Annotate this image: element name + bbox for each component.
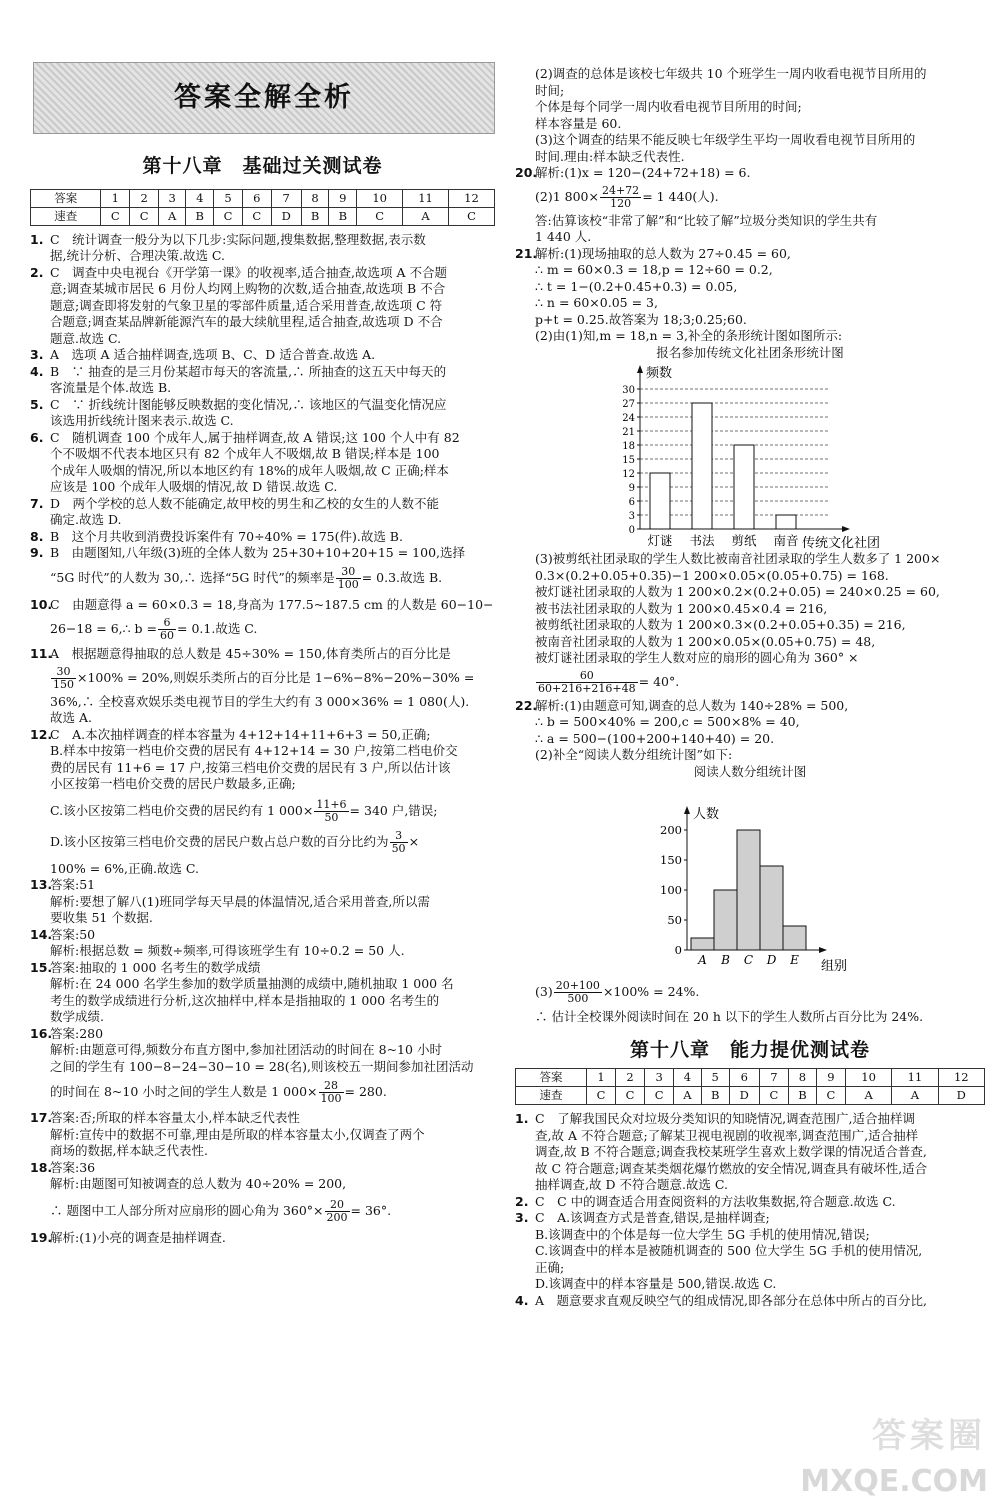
text-line: D 两个学校的总人数不能确定,故甲校的男生和乙校的女生的人数不能 [50,495,439,511]
bar-剪纸 [734,445,754,529]
item-number: 4. [515,1292,529,1308]
text-line: C C 中的调查适合用查阅资料的方法收集数据,符合题意.故选 C. [535,1193,896,1209]
y-axis-arrow [637,365,643,373]
fraction-denominator: 150 [53,677,74,691]
solution-item [30,1110,495,1160]
q21-part3 [515,551,985,695]
item-number: 15. [30,959,53,975]
text-line: 正确; [535,1259,565,1275]
solution-item [515,698,985,764]
category-label: B [721,953,730,967]
solution-item [515,246,985,345]
text-line: C A.本次抽样调查的样本容量为 4+12+14+11+6+3 = 50,正确; [50,726,431,742]
q22 [515,698,985,764]
fraction-denominator: 200 [326,1210,348,1224]
table-answer-cell: C [130,207,159,225]
solution-item [30,927,495,960]
item-number: 6. [30,429,44,445]
category-label: E [790,953,799,967]
y-tick-label: 30 [622,385,635,396]
y-axis-label: 频数 [646,366,673,381]
text-line: 解析:(1)小亮的调查是抽样调查. [50,1229,226,1245]
item-number: 3. [515,1210,529,1225]
text-line: 答案:50 [50,926,96,942]
table-header-cell: 8 [301,189,329,207]
fraction-numerator: 60 [536,670,638,683]
text-line: B 由题图知,八年级(3)班的全体人数为 25+30+10+20+15 = 100,选择 [50,545,466,560]
bar-D [760,866,783,950]
table-header-cell: 7 [271,189,301,207]
basic-solutions [30,232,495,1247]
fraction [314,799,348,824]
formula-line: (3) $\frac{20+100}{500}$ ×100% = 24%. [535,979,700,1005]
y-axis-arrow [684,806,690,814]
item-number: 18. [30,1159,53,1175]
text-line: 题意;调查即将发射的气象卫星的零部件质量,适合采用普查,故选项 C 符 [50,297,443,313]
text-line: B.该调查中的个体是每一位大学生 5G 手机的使用情况,错误; [535,1226,870,1242]
table-header-cell: 10 [845,1069,891,1087]
text-line: ∴ 估计全校课外阅读时间在 20 h 以下的学生人数所占百分比为 24%. [535,1009,924,1024]
q22-part3 [515,980,985,1026]
text-line: 个不吸烟不代表本地区只有 82 个成年人不吸烟,故 B 错误;样本是 100 [50,446,440,461]
fraction [536,670,638,695]
text-line: (2)补全“阅读人数分组统计图”如下: [535,747,733,762]
item-number: 2. [515,1193,529,1209]
text-line: 被灯谜社团录取的人数为 1 200×0.2×(0.2+0.05) = 240×0.25 = 60, [535,584,940,599]
y-tick-label: 6 [628,497,635,508]
table-header-cell: 1 [587,1069,616,1087]
table-header-cell: 6 [242,189,271,207]
bar-书法 [692,403,712,529]
text-line: 解析:(1)x = 120−(24+72+18) = 6. [535,165,751,180]
table-answer-cell: C [242,207,271,225]
solution-item [515,1210,985,1293]
item-number: 10. [30,596,53,612]
chart1-title: 报名参加传统文化社团条形统计图 [656,344,844,360]
left-column [30,155,495,1246]
advanced-solutions [515,1111,985,1309]
right-column [515,66,985,1309]
fraction [51,666,76,691]
text-line: 1 440 人. [535,229,592,244]
bar-A [691,938,714,950]
item-number: 14. [30,926,53,942]
text-line: 解析:(1)现场抽取的总人数为 27÷0.45 = 60, [535,245,791,261]
text-line: 调查,故 B 不符合题意;调查我校某班学生喜欢上数学课的情况适合普查, [535,1144,927,1159]
table-header-cell: 2 [130,189,159,207]
text-line: 个成年人吸烟的情况,所以本地区约有 18%的成年人吸烟,故 C 正确;样本 [50,462,449,478]
table-answer-cell: A [674,1087,702,1105]
table-header-cell: 3 [645,1069,674,1087]
y-tick-label: 0 [628,525,635,536]
formula-line: D.该小区按第三档电价交费的居民户数占总户数的百分比约为 $\frac{3}{50}$ × [50,828,420,855]
text-line: A 题意要求直观反映空气的组成情况,即各部分在总体中所占的百分比, [535,1292,927,1308]
category-label: 书法 [689,533,715,548]
section-title-basic: 第十八章 基础过关测试卷 [142,155,383,177]
text-line: C.该调查中的样本是被随机调查的 500 位大学生 5G 手机的使用情况, [535,1243,923,1258]
table-header-cell: 5 [214,189,243,207]
text-line: 解析:(1)由题意可知,调查的总人数为 140÷28% = 500, [535,697,849,713]
text-line: 小区按第一档电价交费的居民户数最多,正确; [50,776,296,791]
table-header-cell: 7 [759,1069,788,1087]
formula-line: “5G 时代”的人数为 30,∴ 选择“5G 时代”的频率是 $\frac{30}{100}$ = 0.3.故选 B. [50,564,443,591]
table-answer-cell: D [938,1087,984,1105]
text-line: 查,故 A 不符合题意;了解某卫视电视剧的收视率,调查范围广,适合抽样 [535,1127,919,1143]
y-tick-label: 150 [660,853,682,867]
table-header-cell: 9 [816,1069,845,1087]
item-number: 13. [30,877,53,892]
text-line: 要收集 51 个数据. [50,910,153,925]
fraction [336,566,361,591]
text-line: 解析:由题意可得,频数分布直方图中,参加社团活动的时间在 8~10 小时 [50,1042,442,1057]
solution-item [30,1026,495,1106]
solution-item [30,1160,495,1224]
fraction-denominator: 120 [610,196,632,210]
text-line: 客流量是个体.故选 B. [50,380,172,395]
text-line: C 调查中央电视台《开学第一课》的收视率,适合抽查,故选项 A 不合题 [50,264,447,280]
text-line: 故选 A. [50,710,92,725]
table-header-cell: 11 [892,1069,938,1087]
bar-B [714,890,737,950]
text-line: 抽样调查,故 D 不符合题意.故选 C. [535,1177,728,1192]
fraction-numerator: 30 [336,566,361,579]
answer-table-advanced [515,1068,985,1105]
text-line: 费的居民有 11+6 = 17 户,按第三档电价交费的居民有 3 户,所以估计该 [50,759,451,775]
item-number: 19. [30,1229,53,1245]
y-tick-label: 3 [628,511,635,522]
table-header-cell: 答案 [31,189,101,207]
text-line: A 选项 A 适合抽样调查,选项 B、C、D 适合普查.故选 A. [50,347,376,362]
text-line: (3)这个调查的结果不能反映七年级学生平均一周收看电视节目所用的 [535,132,916,147]
text-line: 解析:宣传中的数据不可靠,理由是所取的样本容量太小,仅调查了两个 [50,1126,425,1142]
text-line: 时间.理由:样本缺乏代表性. [535,148,685,164]
solution-item [30,364,495,397]
solution-item [515,1293,985,1310]
text-line: 合题意;调查某品牌新能源汽车的最大续航里程,适合抽查,故选项 D 不合 [50,314,443,329]
table-answer-cell: A [159,207,186,225]
table-header-cell: 12 [938,1069,984,1087]
item-number: 22. [515,697,538,713]
fraction-numerator: 11+6 [316,797,347,811]
category-label: 南音 [773,533,799,548]
section-title-advanced: 第十八章 能力提优测试卷 [629,1038,870,1061]
table-answer-cell: B [701,1087,729,1105]
text-line: (3)被剪纸社团录取的学生人数比被南音社团录取的学生人数多了 1 200× [535,551,941,566]
text-line: 答案:280 [50,1025,104,1041]
fraction [158,617,176,642]
fraction [390,830,408,855]
table-answer-cell: B [301,207,329,225]
text-line: C 了解我国民众对垃圾分类知识的知晓情况,调查范围广,适合抽样调 [535,1111,916,1126]
table-answer-cell: C [645,1087,674,1105]
watermark-site: MXQE.COM [800,1463,988,1499]
text-line: B.样本中按第一档电价交费的居民有 4+12+14 = 30 户,按第二档电价交 [50,743,458,758]
solution-item [30,265,495,348]
solution-item [30,960,495,1026]
fraction [554,980,602,1005]
fraction [319,1080,344,1105]
text-line: 答:估算该校“非常了解”和“比较了解”垃圾分类知识的学生共有 [535,212,878,228]
y-tick-label: 50 [667,913,682,927]
table-header-cell: 答案 [516,1069,587,1087]
table-header-cell: 1 [101,189,130,207]
reading-bar-chart [625,780,905,976]
table-header-cell: 11 [403,189,449,207]
fraction-numerator: 20+100 [555,979,600,992]
fraction-numerator: 24+72 [601,183,640,197]
text-line: 被灯谜社团录取的学生人数对应的扇形的圆心角为 360° × [535,650,859,665]
table-answer-cell: A [845,1087,891,1105]
q21 [515,246,985,345]
bar-E [783,926,806,950]
table-header-cell: 2 [616,1069,645,1087]
fraction-denominator: 50 [324,810,339,824]
text-line: D.该调查中的样本容量是 500,错误.故选 C. [535,1276,777,1291]
text-line: 解析:根据总数 = 频数÷频率,可得该班学生有 10÷0.2 = 50 人. [50,943,405,958]
text-line: p+t = 0.25.故答案为 18;3;0.25;60. [535,311,747,327]
y-tick-label: 9 [628,483,635,494]
text-line: 之间的学生有 100−8−24−30−10 = 28(名),则该校五一期间参加社团活动 [50,1058,474,1074]
table-header-cell: 4 [674,1069,702,1087]
formula-line: 26−18 = 6,∴ b = $\frac{6}{60}$ = 0.1.故选 C. [50,616,258,642]
solution-item [515,1194,985,1211]
item-number: 4. [30,363,44,379]
text-line: 36%,∴ 全校喜欢娱乐类电视节目的学生大约有 3 000×36% = 1 080(人). [50,693,470,709]
x-axis-label: 组别 [821,959,848,974]
text-line: C 随机调查 100 个成年人,属于抽样调查,故 A 错误;这 100 个人中有 82 [50,429,460,445]
table-answer-cell: 速查 [516,1087,587,1105]
item-number: 2. [30,264,44,280]
solution-item [30,496,495,529]
category-label: 剪纸 [731,533,757,548]
q20 [515,165,985,246]
banner-title: 答案全解全析 [174,81,354,113]
table-header-cell: 10 [357,189,403,207]
table-header-cell: 8 [788,1069,816,1087]
x-axis-arrow [819,947,827,953]
y-tick-label: 100 [660,883,682,897]
solution-item [30,877,495,927]
formula-line: ∴ 题图中工人部分所对应扇形的圆心角为 360°× $\frac{20}{200}$ = 36°. [50,1197,392,1224]
text-line: 答案:36 [50,1159,96,1175]
solution-item [30,529,495,546]
formula-line: $\frac{30}{150}$ ×100% = 20%,则娱乐类所占的百分比是 1−6%−8%−20%−30% = [53,664,475,691]
table-answer-cell: C [816,1087,845,1105]
text-line: 0.3×(0.2+0.05+0.35)−1 200×0.05×(0.05+0.75) = 168. [535,567,889,583]
text-line: 解析:要想了解八(1)班同学每天早晨的体温情况,适合采用普查,所以需 [50,893,430,909]
fraction-numerator: 30 [51,666,76,679]
table-answer-cell: 速查 [31,207,101,225]
item-number: 12. [30,726,53,742]
item-number: 5. [30,396,44,412]
item-number: 17. [30,1110,53,1125]
text-line: 被书法社团录取的人数为 1 200×0.45×0.4 = 216, [535,600,828,616]
item-number: 1. [515,1111,529,1126]
table-answer-cell: B [788,1087,816,1105]
table-header-cell: 3 [159,189,186,207]
item-number: 7. [30,495,44,511]
fraction-denominator: 500 [567,992,589,1005]
category-label: 灯谜 [647,533,673,548]
text-line: B 这个月共收到消费投诉案件有 70÷40% = 175(件).故选 B. [50,528,403,544]
text-line: 故 C 符合题意;调查某类烟花爆竹燃放的安全情况,调查具有破坏性,适合 [535,1160,928,1176]
item-number: 3. [30,347,44,362]
table-answer-cell: C [357,207,403,225]
text-line: ∴ n = 60×0.05 = 3, [535,295,658,310]
item-number: 16. [30,1025,53,1041]
text-line: 据,统计分析、合理决策.故选 C. [50,248,226,263]
text-line: 题意.故选 C. [50,330,122,346]
text-line: C ∵ 折线统计图能够反映数据的变化情况,∴ 该地区的气温变化情况应 [50,396,447,412]
table-header-cell: 5 [701,1069,729,1087]
fraction-denominator: 50 [391,841,406,855]
fraction [325,1199,350,1224]
solution-item [30,646,495,727]
fraction-denominator: 100 [337,577,359,591]
table-answer-cell: C [214,207,243,225]
text-line: (2)由(1)知,m = 18,n = 3,补全的条形统计图如图所示: [535,328,843,343]
club-bar-chart [610,361,940,551]
fraction-numerator: 28 [319,1080,344,1093]
bar-C [737,830,760,950]
text-line: A 根据题意得抽取的总人数是 45÷30% = 150,体育类所占的百分比是 [50,646,451,661]
y-tick-label: 24 [622,413,635,424]
item-number: 11. [30,646,53,661]
fraction-numerator: 6 [158,617,176,630]
y-tick-label: 0 [674,943,682,957]
text-line: 解析:由题图可知被调查的总人数为 40÷20% = 200, [50,1176,347,1191]
table-header-cell: 12 [449,189,495,207]
y-tick-label: 27 [622,399,635,410]
fraction-denominator: 100 [320,1092,342,1105]
watermark-logo: 答案圈 [872,1415,986,1456]
category-label: A [698,953,707,967]
answer-table-basic [30,189,495,226]
text-line: ∴ a = 500−(100+200+140+40) = 20. [535,730,775,746]
solution-item [30,597,495,643]
chart2-title: 阅读人数分组统计图 [693,763,807,779]
text-line: 数学成绩. [50,1009,104,1024]
text-line: 答案:否;所取的样本容量太小,样本缺乏代表性 [50,1110,300,1125]
table-answer-cell: C [101,207,130,225]
table-answer-cell: D [271,207,301,225]
formula-line: 的时间在 8~10 小时之间的学生人数是 1 000× $\frac{28}{100}$ = 280. [50,1079,387,1105]
table-answer-cell: C [759,1087,788,1105]
fraction [600,185,641,210]
item-number: 20. [515,165,538,180]
y-tick-label: 15 [622,455,635,466]
fraction-numerator: 20 [325,1199,350,1212]
q19-continued [515,66,985,165]
text-line: C 统计调查一般分为以下几步:实际问题,搜集数据,整理数据,表示数 [50,231,426,247]
y-axis-label: 人数 [693,807,720,822]
text-line: 个体是每个同学一周内收看电视节目所用的时间; [535,99,802,114]
text-line: ∴ m = 60×0.3 = 18,p = 12÷60 = 0.2, [535,262,773,277]
text-line: ∴ t = 1−(0.2+0.45+0.3) = 0.05, [535,278,738,294]
solution-item [30,232,495,265]
text-line: 时间; [535,82,565,98]
category-label: D [766,953,777,967]
text-line: 被剪纸社团录取的人数为 1 200×0.3×(0.2+0.05+0.35) = 216, [535,617,906,632]
text-line: 解析:在 24 000 名学生参加的数学质量抽测的成绩中,随机抽取 1 000 名 [50,976,454,991]
text-line: C 由题意得 a = 60×0.3 = 18,身高为 177.5~187.5 cm 的人数是 60−10− [50,596,494,612]
table-answer-cell: B [329,207,357,225]
formula-line: $\frac{60}{60+216+216+48}$ = 40°. [538,668,680,695]
item-number: 21. [515,245,538,261]
text-line: ∴ b = 500×40% = 200,c = 500×8% = 40, [535,714,800,729]
solution-item [515,165,985,246]
table-answer-cell: D [729,1087,759,1105]
table-header-cell: 6 [729,1069,759,1087]
y-tick-label: 18 [622,441,635,452]
solution-item [30,430,495,496]
table-answer-cell: C [587,1087,616,1105]
text-line: (2)调查的总体是该校七年级共 10 个班学生一周内收看电视节目所用的 [535,66,927,81]
solution-item [30,397,495,430]
text-line: 答案:51 [50,877,96,892]
bar-南音 [776,515,796,529]
formula-line: (2)1 800× $\frac{24+72}{120}$ = 1 440(人). [535,183,719,210]
text-line: 考生的数学成绩进行分析,这次抽样中,样本是指抽取的 1 000 名考生的 [50,992,440,1008]
item-number: 9. [30,545,44,560]
fraction-numerator: 3 [390,830,408,843]
solution-item [515,1111,985,1194]
fraction-denominator: 60+216+216+48 [538,681,636,695]
y-tick-label: 12 [622,469,635,480]
text-line: C A.该调查方式是普查,错误,是抽样调查; [535,1210,770,1225]
solution-item [30,1230,495,1247]
table-header-cell: 9 [329,189,357,207]
table-answer-cell: C [449,207,495,225]
text-line: 意;调查某城市居民 6 月份人均网上购物的次数,适合抽查,故选项 B 不合 [50,281,446,296]
y-tick-label: 200 [660,823,682,837]
solution-item [30,347,495,364]
item-number: 8. [30,528,44,544]
table-answer-cell: A [892,1087,938,1105]
text-line: 商场的数据,样本缺乏代表性. [50,1143,208,1158]
text-line: 样本容量是 60. [535,115,622,131]
table-answer-cell: C [616,1087,645,1105]
text-line: 100% = 6%,正确.故选 C. [50,860,199,876]
text-line: 该选用折线统计图来表示.故选 C. [50,413,234,428]
solution-item [30,545,495,591]
bar-灯谜 [650,473,670,529]
category-label: C [743,953,754,967]
answer-banner [33,62,495,134]
text-line: 应该是 100 个成年人吸烟的情况,故 D 错误.故选 C. [50,479,338,494]
x-axis-label: 传统文化社团 [802,536,881,551]
formula-line: C.该小区按第二档电价交费的居民约有 1 000× $\frac{11+6}{50}$ = 340 户,错误; [50,797,438,824]
text-line: 答案:抽取的 1 000 名考生的数学成绩 [50,959,261,975]
item-number: 1. [30,231,44,247]
x-axis-arrow [842,526,850,532]
table-answer-cell: A [403,207,449,225]
table-answer-cell: B [186,207,214,225]
text-line: 被南音社团录取的人数为 1 200×0.05×(0.05+0.75) = 48, [535,633,876,649]
text-line: B ∵ 抽查的是三月份某超市每天的客流量,∴ 所抽查的这五天中每天的 [50,363,447,379]
fraction-denominator: 60 [160,629,175,642]
solution-item [30,727,495,878]
text-line: 确定.故选 D. [50,512,122,527]
table-header-cell: 4 [186,189,214,207]
y-tick-label: 21 [622,427,635,438]
